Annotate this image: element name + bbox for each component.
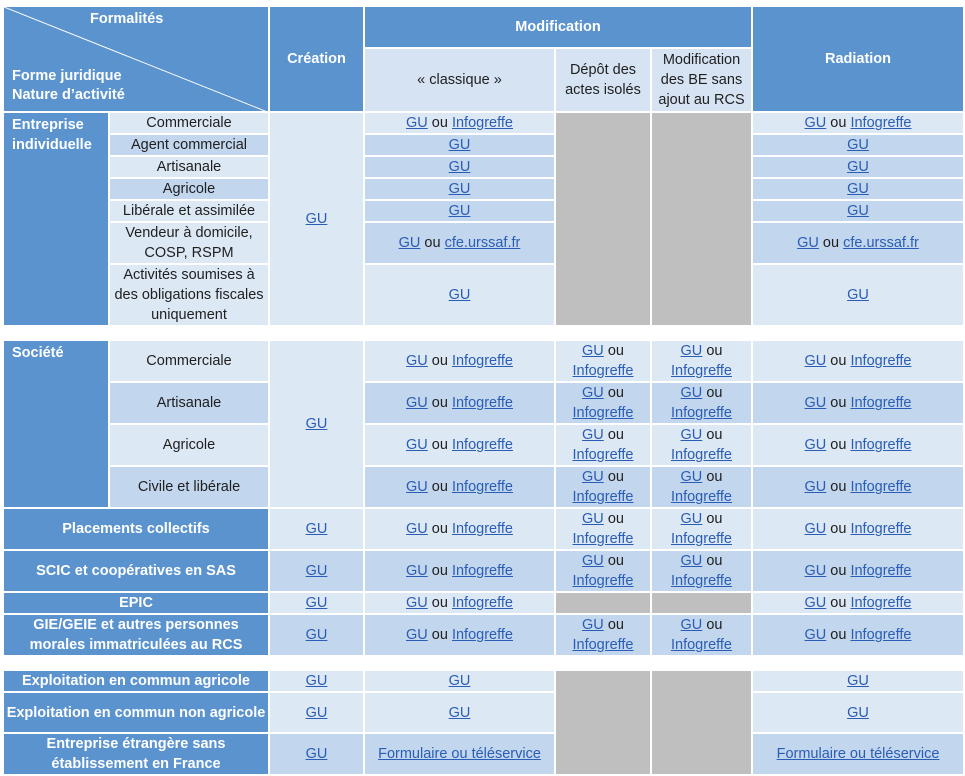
row-gie-geie: GIE/GEIE et autres personnes morales immatriculées au RCS: [3, 614, 269, 656]
table-cell: [364, 692, 555, 733]
infogreffe-link[interactable]: Infogreffe: [670, 447, 732, 463]
gu-link[interactable]: GU: [406, 595, 428, 611]
gu-link[interactable]: GU: [804, 521, 827, 537]
infogreffe-link[interactable]: Infogreffe: [670, 363, 732, 379]
ou-text: ou: [431, 437, 448, 453]
table-cell: [651, 508, 752, 550]
row-entreprise-etrangere: Entreprise étrangère sans établissement en France: [3, 733, 269, 775]
table-cell: [269, 112, 364, 326]
table-cell: [651, 340, 752, 382]
row-label: Artisanale: [109, 156, 269, 178]
row-label: Commerciale: [109, 340, 269, 382]
ou-text: ou: [706, 553, 723, 569]
table-cell: [555, 550, 651, 592]
gu-link[interactable]: GU: [847, 203, 869, 219]
gu-link[interactable]: GU: [804, 115, 827, 131]
infogreffe-link[interactable]: Infogreffe: [572, 405, 634, 421]
infogreffe-link[interactable]: Infogreffe: [670, 531, 732, 547]
gu-link[interactable]: GU: [804, 395, 827, 411]
ou-text: ou: [431, 563, 448, 579]
infogreffe-link[interactable]: Infogreffe: [451, 115, 513, 131]
ou-text: ou: [607, 427, 624, 443]
gu-link[interactable]: GU: [582, 553, 604, 569]
gu-link[interactable]: GU: [582, 617, 604, 633]
table-cell: [364, 134, 555, 156]
gu-link[interactable]: GU: [406, 353, 428, 369]
ou-text: ou: [431, 521, 448, 537]
gu-link[interactable]: GU: [448, 203, 471, 219]
gu-link[interactable]: GU: [406, 479, 428, 495]
infogreffe-link[interactable]: Infogreffe: [451, 437, 513, 453]
table-cell: [364, 222, 555, 264]
table-cell: [555, 466, 651, 508]
table-cell: [269, 592, 364, 614]
gu-link[interactable]: GU: [406, 437, 428, 453]
table-cell: [651, 466, 752, 508]
gu-link[interactable]: GU: [582, 343, 604, 359]
ou-text: ou: [431, 115, 448, 131]
table-cell: [752, 264, 964, 326]
table-cell: [555, 382, 651, 424]
gu-link[interactable]: GU: [804, 353, 827, 369]
table-cell: [752, 550, 964, 592]
table-cell: [269, 692, 364, 733]
header-creation: Création: [269, 6, 364, 112]
cfe-urssaf-link[interactable]: cfe.urssaf.fr: [444, 235, 521, 251]
gu-link[interactable]: GU: [448, 673, 471, 689]
infogreffe-link[interactable]: Infogreffe: [572, 531, 634, 547]
gu-link[interactable]: GU: [448, 137, 471, 153]
infogreffe-link[interactable]: Infogreffe: [451, 563, 513, 579]
gu-link[interactable]: GU: [582, 385, 604, 401]
header-corner-cell: [3, 6, 269, 112]
gu-link[interactable]: GU: [804, 479, 827, 495]
header-depot-actes: Dépôt des actes isolés: [555, 48, 651, 112]
gu-link[interactable]: GU: [406, 115, 428, 131]
ou-text: ou: [607, 617, 624, 633]
header-nature-activite: Nature d’activité: [12, 87, 125, 103]
ou-text: ou: [830, 521, 847, 537]
ou-text: ou: [706, 511, 723, 527]
infogreffe-link[interactable]: Infogreffe: [850, 479, 912, 495]
table-cell: [364, 340, 555, 382]
gu-link[interactable]: GU: [305, 211, 328, 227]
gu-link[interactable]: GU: [847, 181, 869, 197]
ou-text: ou: [431, 395, 448, 411]
table-cell: [752, 466, 964, 508]
table-cell: [269, 550, 364, 592]
infogreffe-link[interactable]: Infogreffe: [451, 395, 513, 411]
table-cell: [752, 340, 964, 382]
row-label: Agent commercial: [109, 134, 269, 156]
table-cell: [651, 382, 752, 424]
ou-text: ou: [431, 353, 448, 369]
section-entreprise-individuelle: Entreprise individuelle: [3, 112, 109, 326]
gu-link[interactable]: GU: [680, 385, 703, 401]
table-cell: [364, 112, 555, 134]
table-cell: [364, 200, 555, 222]
gu-link[interactable]: GU: [448, 181, 471, 197]
infogreffe-link[interactable]: Infogreffe: [670, 405, 732, 421]
infogreffe-link[interactable]: Infogreffe: [670, 573, 732, 589]
table-cell: [364, 466, 555, 508]
gu-link[interactable]: GU: [406, 395, 428, 411]
ou-text: ou: [830, 395, 847, 411]
table-cell: [269, 670, 364, 692]
row-exploitation-non-agricole: Exploitation en commun non agricole: [3, 692, 269, 733]
gu-link[interactable]: GU: [406, 563, 428, 579]
gu-link[interactable]: GU: [305, 563, 328, 579]
infogreffe-link[interactable]: Infogreffe: [451, 627, 513, 643]
ou-text: ou: [607, 385, 624, 401]
gu-link[interactable]: GU: [448, 159, 471, 175]
header-formalites: Formalités: [90, 11, 164, 27]
table-cell: [364, 382, 555, 424]
not-applicable-cell: [555, 112, 651, 326]
row-label: Civile et libérale: [109, 466, 269, 508]
ou-text: ou: [706, 427, 723, 443]
not-applicable-cell: [555, 670, 651, 775]
table-cell: [752, 508, 964, 550]
table-cell: [269, 340, 364, 508]
ou-text: ou: [822, 235, 840, 251]
ou-text: ou: [607, 553, 624, 569]
row-label: Vendeur à domicile, COSP, RSPM: [109, 222, 269, 264]
section-societe: Société: [3, 340, 109, 508]
gu-link[interactable]: GU: [804, 563, 827, 579]
ou-text: ou: [607, 343, 624, 359]
table-cell: [752, 424, 964, 466]
gu-link[interactable]: GU: [680, 553, 703, 569]
table-cell: [752, 670, 964, 692]
ou-text: ou: [706, 343, 723, 359]
row-scic: SCIC et coopératives en SAS: [3, 550, 269, 592]
gu-link[interactable]: GU: [398, 235, 421, 251]
gu-link[interactable]: GU: [305, 673, 328, 689]
row-placements-collectifs: Placements collectifs: [3, 508, 269, 550]
table-cell: [3, 656, 964, 670]
not-applicable-cell: [651, 670, 752, 775]
gu-link[interactable]: GU: [847, 159, 869, 175]
infogreffe-link[interactable]: Infogreffe: [451, 479, 513, 495]
infogreffe-link[interactable]: Infogreffe: [850, 395, 912, 411]
gu-link[interactable]: GU: [305, 627, 328, 643]
gu-link[interactable]: GU: [847, 137, 869, 153]
ou-text: ou: [706, 469, 723, 485]
infogreffe-link[interactable]: Infogreffe: [850, 563, 912, 579]
gu-link[interactable]: GU: [305, 595, 328, 611]
header-forme-juridique: Forme juridique: [12, 68, 122, 84]
cfe-urssaf-link[interactable]: cfe.urssaf.fr: [843, 235, 919, 251]
ou-text: ou: [830, 115, 847, 131]
gu-link[interactable]: GU: [847, 673, 869, 689]
not-applicable-cell: [555, 592, 651, 614]
table-cell: [555, 340, 651, 382]
ou-text: ou: [431, 595, 448, 611]
infogreffe-link[interactable]: Infogreffe: [850, 115, 912, 131]
table-cell: [3, 326, 964, 340]
table-cell: [364, 733, 555, 775]
infogreffe-link[interactable]: Infogreffe: [850, 353, 912, 369]
gu-link[interactable]: GU: [582, 427, 604, 443]
table-cell: [364, 670, 555, 692]
table-cell: [651, 424, 752, 466]
table-cell: [752, 592, 964, 614]
infogreffe-link[interactable]: Infogreffe: [850, 595, 912, 611]
formulaire-teleservice-link[interactable]: Formulaire ou téléservice: [378, 746, 541, 762]
table-cell: [752, 112, 964, 134]
table-cell: [364, 614, 555, 656]
header-classique: « classique »: [364, 48, 555, 112]
table-cell: [752, 222, 964, 264]
row-label: Commerciale: [109, 112, 269, 134]
ou-text: ou: [706, 617, 723, 633]
infogreffe-link[interactable]: Infogreffe: [670, 489, 732, 505]
gu-link[interactable]: GU: [804, 627, 827, 643]
table-cell: [555, 508, 651, 550]
ou-text: ou: [607, 469, 624, 485]
infogreffe-link[interactable]: Infogreffe: [572, 489, 634, 505]
ou-text: ou: [830, 627, 847, 643]
gu-link[interactable]: GU: [448, 704, 471, 721]
header-modification: Modification: [364, 6, 752, 48]
table-cell: [752, 200, 964, 222]
row-label: Activités soumises à des obligations fiscales uniquement: [109, 264, 269, 326]
infogreffe-link[interactable]: Infogreffe: [572, 573, 634, 589]
infogreffe-link[interactable]: Infogreffe: [850, 627, 912, 643]
ou-text: ou: [607, 511, 624, 527]
table-cell: [752, 382, 964, 424]
table-cell: [752, 134, 964, 156]
row-label: Agricole: [109, 178, 269, 200]
infogreffe-link[interactable]: Infogreffe: [451, 353, 513, 369]
gu-link[interactable]: GU: [305, 416, 328, 432]
infogreffe-link[interactable]: Infogreffe: [451, 595, 513, 611]
gu-link[interactable]: GU: [305, 521, 328, 537]
ou-text: ou: [431, 479, 448, 495]
table-cell: [651, 614, 752, 656]
not-applicable-cell: [651, 592, 752, 614]
table-cell: [364, 264, 555, 326]
gu-link[interactable]: GU: [680, 511, 703, 527]
infogreffe-link[interactable]: Infogreffe: [670, 637, 732, 653]
table-cell: [364, 550, 555, 592]
header-radiation: Radiation: [752, 6, 964, 112]
infogreffe-link[interactable]: Infogreffe: [572, 363, 634, 379]
gu-link[interactable]: GU: [680, 469, 703, 485]
ou-text: ou: [424, 235, 441, 251]
table-cell: [752, 733, 964, 775]
formalities-table: [2, 5, 965, 776]
gu-link[interactable]: GU: [847, 287, 869, 303]
gu-link[interactable]: GU: [804, 595, 827, 611]
table-cell: [364, 592, 555, 614]
table-cell: [269, 733, 364, 775]
ou-text: ou: [431, 627, 448, 643]
infogreffe-link[interactable]: Infogreffe: [850, 521, 912, 537]
gu-link[interactable]: GU: [680, 343, 703, 359]
not-applicable-cell: [651, 112, 752, 326]
ou-text: ou: [830, 595, 847, 611]
gu-link[interactable]: GU: [305, 704, 328, 721]
ou-text: ou: [830, 479, 847, 495]
table-cell: [555, 424, 651, 466]
infogreffe-link[interactable]: Infogreffe: [850, 437, 912, 453]
gu-link[interactable]: GU: [305, 746, 328, 762]
ou-text: ou: [830, 563, 847, 579]
table-cell: [364, 156, 555, 178]
row-label: Agricole: [109, 424, 269, 466]
table-cell: [752, 178, 964, 200]
gu-link[interactable]: GU: [804, 437, 827, 453]
infogreffe-link[interactable]: Infogreffe: [451, 521, 513, 537]
gu-link[interactable]: GU: [797, 235, 819, 251]
infogreffe-link[interactable]: Infogreffe: [572, 447, 634, 463]
gu-link[interactable]: GU: [847, 704, 869, 721]
gu-link[interactable]: GU: [406, 521, 428, 537]
table-cell: [752, 156, 964, 178]
row-epic: EPIC: [3, 592, 269, 614]
table-cell: [651, 550, 752, 592]
gu-link[interactable]: GU: [582, 511, 604, 527]
table-cell: [752, 614, 964, 656]
gu-link[interactable]: GU: [680, 427, 703, 443]
table-cell: [364, 178, 555, 200]
table-cell: [555, 614, 651, 656]
row-label: Libérale et assimilée: [109, 200, 269, 222]
table-cell: [269, 508, 364, 550]
gu-link[interactable]: GU: [448, 287, 471, 303]
ou-text: ou: [706, 385, 723, 401]
header-modification-be: Modification des BE sans ajout au RCS: [651, 48, 752, 112]
table-cell: [364, 508, 555, 550]
table-cell: [269, 614, 364, 656]
table-cell: [364, 424, 555, 466]
gu-link[interactable]: GU: [406, 627, 428, 643]
formulaire-teleservice-link[interactable]: Formulaire ou téléservice: [776, 746, 940, 762]
ou-text: ou: [830, 437, 847, 453]
gu-link[interactable]: GU: [582, 469, 604, 485]
table-cell: [752, 692, 964, 733]
gu-link[interactable]: GU: [680, 617, 703, 633]
row-label: Artisanale: [109, 382, 269, 424]
ou-text: ou: [830, 353, 847, 369]
infogreffe-link[interactable]: Infogreffe: [572, 637, 634, 653]
row-exploitation-agricole: Exploitation en commun agricole: [3, 670, 269, 692]
